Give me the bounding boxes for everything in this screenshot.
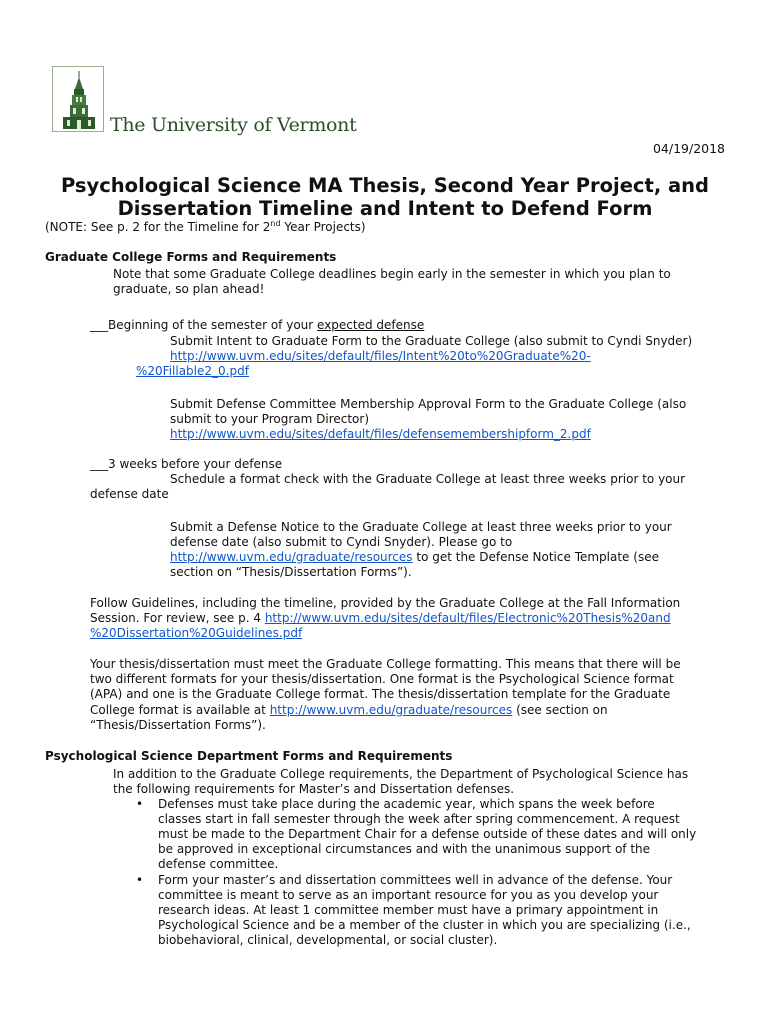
intent-form-link[interactable]: http://www.uvm.edu/sites/default/files/Intent%20to%20Graduate%20-: [170, 349, 591, 363]
note-prefix: (NOTE: See p. 2 for the Timeline for 2: [45, 220, 271, 234]
intent-form-link-cont[interactable]: %20Fillable2_0.pdf: [136, 364, 249, 378]
committee-form-line-1: Submit Defense Committee Membership Approval Form to the Graduate College (also: [170, 397, 687, 411]
guidelines-link-cont[interactable]: %20Dissertation%20Guidelines.pdf: [90, 626, 303, 640]
committee-form-line-2: submit to your Program Director): [170, 412, 370, 426]
beginning-text: Beginning of the semester of your: [108, 318, 318, 332]
note-line: [45, 220, 366, 235]
guidelines-line-2: [90, 611, 671, 626]
logo-wordmark: The University of Vermont: [110, 114, 357, 136]
defense-notice-suffix: to get the Defense Notice Template (see: [412, 550, 659, 564]
bullet-dot: •: [136, 873, 144, 887]
guidelines-link[interactable]: http://www.uvm.edu/sites/default/files/Electronic%20Thesis%20and: [264, 611, 671, 625]
format-line-3: (APA) and one is the Graduate College format. The thesis/dissertation template for the Graduate: [90, 687, 671, 701]
req1-line-2: classes start in fall semester through the week after spring commencement. A request: [158, 812, 680, 826]
defense-notice-line-1: Submit a Defense Notice to the Graduate College at least three weeks prior to your: [170, 520, 672, 534]
guidelines-prefix: Session. For review, see p. 4: [90, 611, 265, 625]
defense-notice-line-4: section on “Thesis/Dissertation Forms”).: [170, 565, 412, 579]
format-line-5: “Thesis/Dissertation Forms”).: [90, 718, 266, 732]
format-check-line-1: Schedule a format check with the Graduate College at least three weeks prior to your: [170, 472, 686, 486]
tower-emblem: [52, 66, 104, 132]
document-date: 04/19/2018: [652, 141, 725, 156]
guidelines-line-1: Follow Guidelines, including the timeline, provided by the Graduate College at the Fall Information: [90, 596, 681, 610]
req1-line-5: defense committee.: [158, 857, 279, 871]
req1-line-4: be approved in exceptional circumstances and with the unanimous support of the: [158, 842, 651, 856]
psd-intro-line-1: In addition to the Graduate College requirements, the Department of Psychological Science has: [113, 767, 689, 781]
bell-tower-icon: [59, 69, 99, 131]
format-line-4: [90, 703, 608, 718]
title-line-1: Psychological Science MA Thesis, Second Year Project, and: [60, 174, 710, 197]
checklist-three-weeks: ___3 weeks before your defense: [90, 457, 283, 471]
defense-notice-line-3: [170, 550, 659, 565]
intent-form-line: Submit Intent to Graduate Form to the Graduate College (also submit to Cyndi Snyder): [170, 334, 693, 348]
format-prefix: College format is available at: [90, 703, 270, 717]
format-suffix: (see section on: [512, 703, 608, 717]
req2-line-4: Psychological Science and be a member of the cluster in which you are specializing (i.e.,: [158, 918, 691, 932]
page-title: [30, 174, 740, 220]
format-line-2: two different formats for your thesis/dissertation. One format is the Psychological Science format: [90, 672, 674, 686]
gc-bullet-line-2: graduate, so plan ahead!: [113, 282, 265, 296]
format-resources-link[interactable]: http://www.uvm.edu/graduate/resources: [269, 703, 513, 717]
req1-line-1: Defenses must take place during the academic year, which spans the week before: [158, 797, 655, 811]
expected-defense-underlined: expected defense: [317, 318, 425, 332]
req2-line-2: committee is meant to serve as an important resource for you as you develop your: [158, 888, 659, 902]
title-line-2: Dissertation Timeline and Intent to Defend Form: [117, 197, 653, 220]
note-suffix: Year Projects): [280, 220, 366, 234]
format-line-1: Your thesis/dissertation must meet the Graduate College formatting. This means that there will be: [90, 657, 681, 671]
defense-notice-line-2: defense date (also submit to Cyndi Snyder). Please go to: [170, 535, 513, 549]
blank-line: ___: [90, 318, 108, 332]
gc-bullet-line-1: Note that some Graduate College deadlines begin early in the semester in which you plan to: [113, 267, 671, 281]
graduate-resources-link[interactable]: http://www.uvm.edu/graduate/resources: [170, 550, 413, 564]
university-logo: [52, 66, 357, 138]
section-heading-psych-dept: Psychological Science Department Forms and Requirements: [45, 749, 453, 763]
note-sup: nd: [270, 219, 281, 228]
bullet-dot: •: [136, 797, 144, 811]
committee-form-link[interactable]: http://www.uvm.edu/sites/default/files/defensemembershipform_2.pdf: [170, 427, 591, 441]
format-check-line-2: defense date: [90, 487, 169, 501]
section-heading-graduate-college: Graduate College Forms and Requirements: [45, 250, 337, 264]
req2-line-1: Form your master’s and dissertation committees well in advance of the defense. Your: [158, 873, 673, 887]
req2-line-5: biobehavioral, clinical, developmental, or social cluster).: [158, 933, 498, 947]
req2-line-3: research ideas. At least 1 committee member must have a primary appointment in: [158, 903, 659, 917]
psd-intro-line-2: the following requirements for Master’s and Dissertation defenses.: [113, 782, 515, 796]
req1-line-3: must be made to the Department Chair for a defense outside of these dates and will only: [158, 827, 697, 841]
checklist-beginning-of-semester: [90, 318, 424, 333]
